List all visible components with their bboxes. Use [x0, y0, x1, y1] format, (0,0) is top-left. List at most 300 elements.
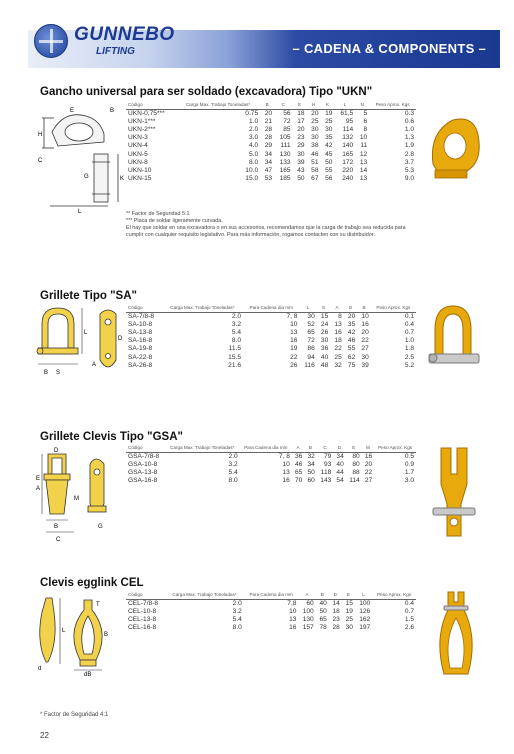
gsa-cell: 65: [294, 469, 303, 477]
ukn-cell: 47: [264, 166, 273, 174]
sa-cell: SA-7/8-8: [128, 313, 155, 321]
gsa-label-e: E: [36, 476, 41, 482]
sa-cell: 2.0: [231, 313, 242, 321]
cel-cell: 50: [319, 608, 327, 616]
ukn-diagram: [34, 102, 126, 214]
gsa-cell: 114: [349, 477, 360, 485]
gsa-cell: 32: [307, 453, 315, 461]
sa-cell: 86: [307, 345, 315, 353]
ukn-cell: 56: [283, 110, 291, 118]
ukn-cell: 105: [279, 134, 291, 142]
sa-cell: 16: [361, 321, 369, 329]
gsa-cell: 16: [282, 477, 290, 485]
ukn-cell: 28: [264, 134, 273, 142]
cel-cell: 14: [332, 600, 340, 608]
ukn-cell: UKN-0,75***: [128, 110, 165, 118]
ukn-cell: 133: [279, 158, 291, 166]
ukn-cell: 30: [311, 134, 319, 142]
gsa-col-d: D: [333, 445, 345, 453]
sa-table-header: [126, 305, 416, 313]
sa-label-l: L: [84, 330, 88, 336]
cel-cell: 157: [302, 624, 314, 632]
sa-cell: 94: [307, 353, 315, 361]
ukn-cell: 1.0: [404, 126, 414, 134]
ukn-label-k: K: [120, 176, 125, 182]
ukn-cell: 58: [311, 166, 319, 174]
gsa-table-row: [126, 477, 416, 485]
cel-label-t: T: [96, 602, 100, 608]
cel-cell: 2.0: [232, 600, 242, 608]
cel-cell: 100: [302, 608, 314, 616]
cel-table-row: [126, 608, 416, 616]
gsa-cell: 80: [352, 453, 360, 461]
cel-col-weight: Peso Aprox. Kgs: [372, 592, 416, 600]
ukn-cell: 50: [325, 158, 333, 166]
ukn-label-h: H: [38, 132, 43, 138]
gsa-cell: 10: [282, 461, 290, 469]
cel-table-row: [126, 600, 416, 609]
sa-table-row: [126, 354, 416, 362]
sa-cell: 25: [334, 353, 342, 361]
ukn-cell: 8: [363, 126, 368, 134]
cel-col-d: D: [329, 592, 342, 600]
ukn-table-row: [126, 167, 416, 175]
ukn-cell: 5.3: [404, 166, 414, 174]
ukn-cell: 8.0: [248, 158, 259, 166]
ukn-cell: UKN-3: [128, 134, 148, 142]
sa-table-row: [126, 337, 416, 345]
ukn-cell: 45: [325, 150, 333, 158]
ukn-cell: 1.9: [404, 142, 414, 150]
sa-cell: 55: [347, 345, 356, 353]
sa-cell: SA-19-8: [128, 345, 153, 353]
cel-table-row: [126, 624, 416, 632]
ukn-cell: UKN-8: [128, 158, 148, 166]
gsa-cell: GSA-16-8: [128, 477, 158, 485]
sa-cell: 0.7: [404, 329, 414, 337]
cel-table-row: [126, 616, 416, 624]
gsa-cell: 22: [364, 469, 373, 477]
sa-col-load: Carga Max. Trabajo Toneladas*: [162, 305, 243, 313]
gsa-cell: 143: [320, 477, 332, 485]
cel-cell: 40: [319, 600, 327, 608]
gsa-cell: 70: [294, 477, 303, 485]
gsa-table: [126, 445, 416, 485]
gsa-cell: 3.2: [228, 461, 238, 469]
sa-cell: 52: [307, 321, 315, 329]
sa-cell: 7, 8: [286, 313, 298, 321]
sa-table-row: [126, 362, 416, 370]
title-bar: [228, 30, 500, 68]
gsa-label-g: G: [98, 524, 103, 530]
ukn-cell: 23: [297, 134, 305, 142]
cel-cell: 65: [319, 616, 327, 624]
ukn-note-1: ** Factor de Seguridad 5:1: [126, 211, 190, 217]
ukn-cell: 1.3: [404, 134, 414, 142]
sa-product-photo: [425, 300, 483, 377]
gsa-cell: 20: [364, 461, 373, 469]
gsa-table-row: [126, 469, 416, 477]
sa-col-l: L: [299, 305, 316, 313]
ukn-cell: UKN-10: [128, 166, 152, 174]
cel-cell: 126: [359, 608, 371, 616]
ukn-cell: 4.0: [248, 142, 259, 150]
ukn-cell: 11: [360, 142, 368, 150]
section-title-ukn: Gancho universal para ser soldado (excavadora) Tipo "UKN": [40, 86, 373, 98]
ukn-table: [126, 102, 416, 183]
ukn-cell: 111: [280, 142, 291, 150]
gsa-table-header: [126, 445, 416, 453]
sa-col-b: B: [357, 305, 371, 313]
gsa-cell: 3.0: [404, 477, 414, 485]
ukn-cell: 67: [311, 174, 319, 182]
cel-table-header: [126, 592, 416, 600]
ukn-cell: 17: [297, 118, 305, 126]
sa-cell: 48: [320, 361, 329, 369]
gsa-cell: 27: [364, 477, 373, 485]
sa-cell: 32: [334, 361, 342, 369]
sa-cell: 40: [320, 353, 329, 361]
ukn-cell: 30: [297, 150, 305, 158]
ukn-cell: 29: [264, 142, 273, 150]
cel-col-load: Carga Max. Trabajo Toneladas*: [165, 592, 244, 600]
gsa-cell: 79: [323, 453, 332, 461]
gsa-cell: 44: [336, 469, 344, 477]
ukn-cell: 85: [283, 126, 291, 134]
gsa-cell: GSA-7/8-8: [128, 453, 160, 461]
sa-cell: 30: [307, 313, 315, 321]
ukn-cell: 10: [359, 134, 368, 142]
ukn-table-row: [126, 159, 416, 167]
sa-cell: 39: [361, 361, 369, 369]
ukn-cell: UKN-2***: [128, 126, 156, 134]
cel-cell: 28: [332, 624, 340, 632]
ukn-cell: 165: [342, 150, 354, 158]
ukn-cell: 30: [311, 126, 319, 134]
ukn-label-b: B: [110, 108, 115, 114]
ukn-table-row: [126, 118, 416, 126]
sa-cell: 16: [290, 337, 298, 345]
ukn-cell: 3.7: [404, 158, 414, 166]
gsa-cell: 88: [352, 469, 360, 477]
cel-cell: 78: [319, 624, 327, 632]
sa-cell: 35: [347, 321, 356, 329]
cel-cell: CEL-13-8: [128, 616, 157, 624]
gsa-cell: 2.0: [228, 453, 238, 461]
ukn-table-row: [126, 151, 416, 159]
ukn-cell: 0.75: [245, 110, 259, 118]
ukn-cell: 56: [325, 174, 333, 182]
ukn-note-3: El hay que soldar en una excavadora o en sus accesorios, recomendamos que la carga de trabajo sea reducida para cumplir con cualquier requisito legislativo. Para más información, rogamos contacten con su distribuidor.: [126, 225, 406, 239]
sa-cell: 21.6: [228, 361, 242, 369]
ukn-cell: 13: [359, 174, 368, 182]
cel-cell: 60: [306, 600, 314, 608]
cel-cell: 0.4: [404, 600, 414, 608]
gsa-label-m: M: [74, 496, 79, 502]
cel-col-code: Código: [126, 592, 165, 600]
cel-label-l: L: [62, 628, 66, 634]
ukn-product-photo: [425, 112, 483, 187]
ukn-table-row: [126, 134, 416, 142]
cel-cell: CEL-10-8: [128, 608, 157, 616]
ukn-table-row: [126, 175, 416, 183]
ukn-cell: 2.0: [248, 126, 259, 134]
ukn-col-c: C: [274, 102, 292, 110]
sa-diagram: [34, 304, 126, 384]
cel-cell: 0.7: [404, 608, 414, 616]
ukn-col-k: K: [321, 102, 335, 110]
sa-col-s: S: [317, 305, 331, 313]
ukn-table-row: [126, 126, 416, 134]
gsa-cell: 34: [336, 453, 344, 461]
sa-table: [126, 305, 416, 370]
sa-col-code: Código: [126, 305, 162, 313]
sa-label-b: B: [44, 370, 49, 376]
gsa-cell: 46: [294, 461, 303, 469]
cel-cell: 8.0: [232, 624, 242, 632]
cel-col-e: E: [342, 592, 355, 600]
brand-subtitle: LIFTING: [96, 46, 135, 57]
sa-cell: 10: [290, 321, 298, 329]
gsa-cell: 1.7: [404, 469, 414, 477]
ukn-cell: 21: [264, 118, 273, 126]
sa-cell: 11.5: [228, 345, 242, 353]
gsa-col-code: Código: [126, 445, 165, 453]
ukn-cell: 3.0: [248, 134, 259, 142]
sa-cell: 3.2: [231, 321, 242, 329]
ukn-cell: 29: [297, 142, 305, 150]
ukn-cell: 6: [363, 118, 368, 126]
sa-cell: 0.4: [404, 321, 414, 329]
ukn-cell: 43: [297, 166, 305, 174]
section-title-sa: Grillete Tipo "SA": [40, 290, 137, 302]
cel-cell: 5.4: [232, 616, 242, 624]
sa-cell: 10: [361, 313, 369, 321]
sa-cell: 27: [361, 345, 369, 353]
sa-cell: 20: [361, 329, 369, 337]
page-number: 22: [40, 731, 49, 740]
cel-cell: 19: [345, 608, 353, 616]
sa-cell: 5.4: [231, 329, 242, 337]
sa-label-d: D: [118, 336, 123, 342]
ukn-table-header: [126, 102, 416, 110]
ukn-cell: 25: [311, 118, 319, 126]
ukn-col-code: Código: [126, 102, 176, 110]
ukn-table-row: [126, 142, 416, 150]
gsa-diagram: [34, 444, 126, 544]
sa-cell: SA-26-8: [128, 361, 153, 369]
gsa-col-a: A: [292, 445, 304, 453]
footnote: * Factor de Seguridad 4:1: [40, 712, 109, 718]
sa-col-a: A: [330, 305, 344, 313]
sa-cell: 22: [361, 337, 369, 345]
gsa-product-photo: [425, 440, 483, 545]
ukn-cell: 20: [297, 126, 305, 134]
sa-cell: 2.5: [404, 353, 414, 361]
ukn-label-g: G: [84, 174, 89, 180]
gsa-table-row: [126, 461, 416, 469]
cel-cell: 10: [289, 608, 297, 616]
gsa-cell: 13: [282, 469, 290, 477]
ukn-cell: 19: [325, 110, 333, 118]
ukn-cell: 220: [342, 166, 354, 174]
cel-cell: 130: [302, 616, 314, 624]
ukn-col-e: E: [293, 102, 307, 110]
cel-label-b: B: [104, 632, 109, 638]
sa-cell: 8: [338, 313, 342, 321]
sa-table-row: [126, 313, 416, 322]
ukn-cell: 0.3: [404, 110, 414, 118]
brand-name: GUNNEBO: [74, 24, 175, 45]
sa-cell: 72: [307, 337, 315, 345]
ukn-cell: 28: [264, 126, 273, 134]
gsa-col-m: M: [362, 445, 374, 453]
ukn-cell: 15.0: [245, 174, 259, 182]
sa-cell: 30: [361, 353, 369, 361]
sa-cell: 26: [290, 361, 298, 369]
sa-cell: 19: [290, 345, 298, 353]
cel-product-photo: [430, 588, 480, 685]
cel-cell: 18: [332, 608, 340, 616]
ukn-col-l: L: [334, 102, 355, 110]
ukn-cell: UKN-1***: [128, 118, 156, 126]
gsa-cell: 5.4: [228, 469, 238, 477]
gsa-cell: 50: [307, 469, 315, 477]
ukn-cell: 1.0: [248, 118, 259, 126]
globe-logo-icon: [34, 24, 68, 58]
sa-cell: 42: [347, 329, 356, 337]
sa-table-row: [126, 345, 416, 353]
ukn-col-load: Carga Max. Trabajo Toneladas*: [176, 102, 260, 110]
ukn-cell: 0.6: [404, 118, 414, 126]
ukn-col-n: N: [355, 102, 369, 110]
gsa-label-a: A: [36, 486, 41, 492]
ukn-cell: 34: [264, 150, 273, 158]
ukn-cell: 61,5: [340, 110, 354, 118]
sa-col-chain: Para Cadena dia mm: [243, 305, 299, 313]
ukn-cell: 10.0: [245, 166, 259, 174]
ukn-col-h: H: [307, 102, 321, 110]
ukn-cell: 51: [311, 158, 319, 166]
sa-cell: 1.0: [404, 337, 414, 345]
gsa-cell: 93: [323, 461, 332, 469]
cel-cell: CEL-16-8: [128, 624, 157, 632]
ukn-cell: 5: [363, 110, 368, 118]
ukn-label-e: E: [70, 108, 75, 114]
gsa-cell: GSA-10-8: [128, 461, 158, 469]
ukn-cell: 132: [342, 134, 354, 142]
ukn-cell: 172: [342, 158, 354, 166]
ukn-cell: 5.0: [248, 150, 259, 158]
gsa-cell: 34: [307, 461, 315, 469]
gsa-cell: 40: [336, 461, 344, 469]
gsa-cell: 54: [336, 477, 344, 485]
gsa-cell: 80: [352, 461, 360, 469]
cel-cell: 23: [332, 616, 340, 624]
ukn-cell: UKN-5: [128, 150, 148, 158]
sa-cell: 36: [320, 345, 329, 353]
sa-cell: 22: [334, 345, 342, 353]
sa-cell: 30: [320, 337, 329, 345]
ukn-col-b: B: [260, 102, 274, 110]
cel-cell: 30: [345, 624, 353, 632]
ukn-cell: 12: [359, 150, 368, 158]
sa-cell: 5.2: [404, 361, 414, 369]
sa-label-s: S: [56, 370, 61, 376]
gsa-col-load: Carga Max. Trabajo Toneladas*: [165, 445, 240, 453]
gsa-col-b: B: [304, 445, 316, 453]
cel-col-l: L: [355, 592, 372, 600]
sa-cell: 13: [290, 329, 298, 337]
sa-cell: SA-10-8: [128, 321, 153, 329]
sa-cell: 46: [347, 337, 356, 345]
ukn-cell: 34: [264, 158, 273, 166]
gsa-cell: 60: [307, 477, 315, 485]
cel-cell: 25: [345, 616, 353, 624]
cel-cell: 13: [289, 616, 297, 624]
section-title-cel: Clevis egglink CEL: [40, 577, 144, 589]
ukn-label-l: L: [78, 209, 82, 214]
gsa-col-e: E: [346, 445, 362, 453]
cel-label-db: dB: [84, 672, 92, 676]
sa-cell: 65: [307, 329, 315, 337]
section-title-gsa: Grillete Clevis Tipo "GSA": [40, 431, 183, 443]
cel-cell: 7,8: [287, 600, 297, 608]
sa-cell: 20: [347, 313, 356, 321]
ukn-cell: 185: [279, 174, 291, 182]
ukn-cell: 25: [325, 118, 333, 126]
ukn-cell: 20: [264, 110, 273, 118]
sa-cell: 1.8: [404, 345, 414, 353]
sa-cell: 15: [320, 313, 329, 321]
gsa-cell: 118: [320, 469, 332, 477]
gsa-label-c: C: [56, 537, 61, 543]
gsa-cell: 36: [294, 453, 303, 461]
ukn-cell: 140: [342, 142, 354, 150]
ukn-cell: 95: [345, 118, 354, 126]
sa-cell: 22: [290, 353, 298, 361]
cel-cell: CEL-7/8-8: [128, 600, 159, 608]
sa-label-a: A: [92, 362, 97, 368]
gsa-col-c: C: [317, 445, 334, 453]
sa-table-row: [126, 329, 416, 337]
sa-cell: 0.1: [404, 313, 414, 321]
ukn-cell: 46: [311, 150, 319, 158]
ukn-cell: 55: [325, 166, 333, 174]
ukn-table-row: [126, 110, 416, 119]
ukn-cell: 53: [264, 174, 273, 182]
ukn-cell: 240: [342, 174, 354, 182]
ukn-cell: 130: [279, 150, 291, 158]
sa-col-d: D: [344, 305, 358, 313]
sa-cell: 13: [334, 321, 342, 329]
ukn-cell: UKN-4: [128, 142, 148, 150]
gsa-col-chain: Para Cadena dia mm: [240, 445, 292, 453]
cel-cell: 197: [359, 624, 371, 632]
gsa-table-row: [126, 453, 416, 462]
sa-cell: 75: [347, 361, 356, 369]
sa-cell: SA-13-8: [128, 329, 153, 337]
gsa-cell: 8.0: [228, 477, 238, 485]
cel-label-d: d: [38, 666, 42, 672]
sa-col-weight: Peso Aprox. Kgs: [371, 305, 416, 313]
ukn-cell: 38: [311, 142, 319, 150]
ukn-cell: 72: [283, 118, 291, 126]
sa-cell: SA-16-8: [128, 337, 153, 345]
cel-cell: 162: [359, 616, 371, 624]
ukn-notes: [126, 211, 416, 239]
sa-cell: 8.0: [231, 337, 242, 345]
